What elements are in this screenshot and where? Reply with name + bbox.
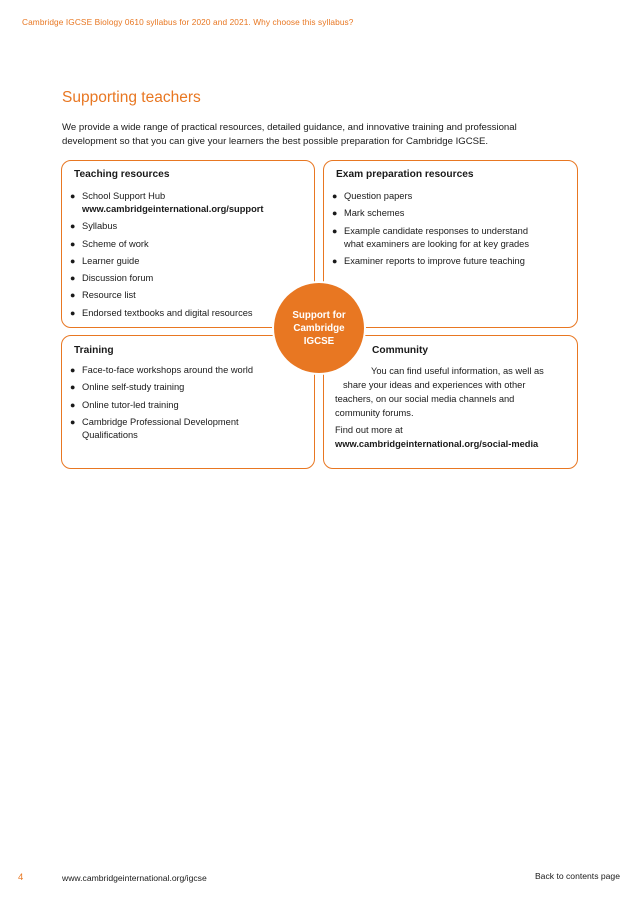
bullet-icon: ● (70, 382, 76, 393)
teaching-resources-list (68, 190, 263, 324)
list-item (330, 255, 529, 268)
social-media-link[interactable]: www.cambridgeinternational.org/social-media (335, 439, 539, 449)
community-line-4: community forums. (335, 408, 414, 418)
list-item-label: Online tutor-led training (82, 399, 179, 410)
list-item-label: Mark schemes (344, 208, 405, 219)
list-item-label: Face-to-face workshops around the world (82, 365, 254, 375)
teaching-resources-heading: Teaching resources (74, 169, 170, 180)
page-number: 4 (18, 872, 24, 883)
intro-line-2: development so that you can give your learners the best possible preparation for Cambridge IGCSE. (62, 136, 489, 147)
bullet-icon: ● (70, 191, 76, 201)
bullet-icon: ● (70, 416, 76, 427)
bullet-icon: ● (332, 225, 338, 236)
list-item-label: Resource list (82, 290, 136, 301)
community-line-2: share your ideas and experiences with other (343, 380, 526, 390)
hub-line-1: Support for (292, 309, 346, 321)
list-item-label: Syllabus (82, 221, 118, 232)
list-item (330, 190, 529, 203)
list-item (68, 364, 253, 377)
list-item (68, 307, 263, 320)
community-heading: Community (372, 345, 429, 356)
list-item-label: Example candidate responses to understand (344, 225, 528, 236)
list-item-label: Learner guide (82, 255, 140, 266)
list-item-label: Online self-study training (82, 382, 185, 393)
intro-line-1: We provide a wide range of practical resources, detailed guidance, and innovative training and professional (62, 122, 517, 133)
community-box (323, 335, 578, 469)
list-item-label: Endorsed textbooks and digital resources (82, 307, 253, 318)
list-item-label: School Support Hub (82, 191, 166, 201)
list-item-label: Discussion forum (82, 273, 154, 284)
list-item-label: Scheme of work (82, 238, 149, 249)
list-item (68, 399, 253, 412)
bullet-icon: ● (70, 255, 76, 266)
list-item (68, 381, 253, 394)
bullet-icon: ● (70, 238, 76, 249)
support-hub-circle (274, 283, 364, 373)
bullet-icon: ● (70, 273, 76, 284)
community-find-out (335, 423, 538, 451)
find-out-label: Find out more at (335, 425, 403, 435)
training-heading: Training (74, 345, 114, 356)
list-item-label-continued: what examiners are looking for at key grades (344, 238, 529, 249)
bullet-icon: ● (70, 399, 76, 410)
training-box (61, 335, 315, 469)
list-item (68, 238, 263, 251)
list-item (68, 416, 253, 442)
community-line-1: You can find useful information, as well as (371, 366, 544, 376)
bullet-icon: ● (70, 365, 76, 375)
support-hub-link[interactable]: www.cambridgeinternational.org/support (82, 204, 264, 214)
footer-url-link[interactable]: www.cambridgeinternational.org/igcse (62, 873, 207, 883)
list-item-label: Examiner reports to improve future teaching (344, 255, 525, 266)
exam-preparation-list (330, 190, 529, 272)
list-item (68, 255, 263, 268)
hub-line-3: IGCSE (303, 335, 335, 347)
back-to-contents-link[interactable]: Back to contents page (534, 871, 620, 881)
list-item (330, 207, 529, 220)
section-title: Supporting teachers (62, 89, 201, 106)
bullet-icon: ● (70, 307, 76, 318)
list-item (68, 289, 263, 302)
section-intro (62, 121, 562, 149)
list-item-label: Question papers (344, 191, 413, 201)
exam-preparation-heading: Exam preparation resources (336, 169, 474, 180)
hub-line-2: Cambridge (293, 322, 345, 334)
community-line-3: teachers, on our social media channels and (335, 394, 515, 404)
running-head: Cambridge IGCSE Biology 0610 syllabus for 2020 and 2021. Why choose this syllabus? (22, 17, 354, 27)
bullet-icon: ● (332, 208, 338, 219)
list-item (68, 220, 263, 233)
bullet-icon: ● (70, 221, 76, 232)
list-item-label: Cambridge Professional Development (82, 416, 239, 427)
bullet-icon: ● (332, 255, 338, 266)
community-description (335, 364, 567, 420)
list-item (330, 225, 529, 251)
list-item-label-continued: Qualifications (82, 429, 138, 440)
exam-preparation-box (323, 160, 578, 328)
bullet-icon: ● (332, 191, 338, 201)
bullet-icon: ● (70, 290, 76, 301)
teaching-resources-box (61, 160, 315, 328)
training-list (68, 364, 253, 446)
list-item (68, 190, 263, 216)
list-item (68, 272, 263, 285)
